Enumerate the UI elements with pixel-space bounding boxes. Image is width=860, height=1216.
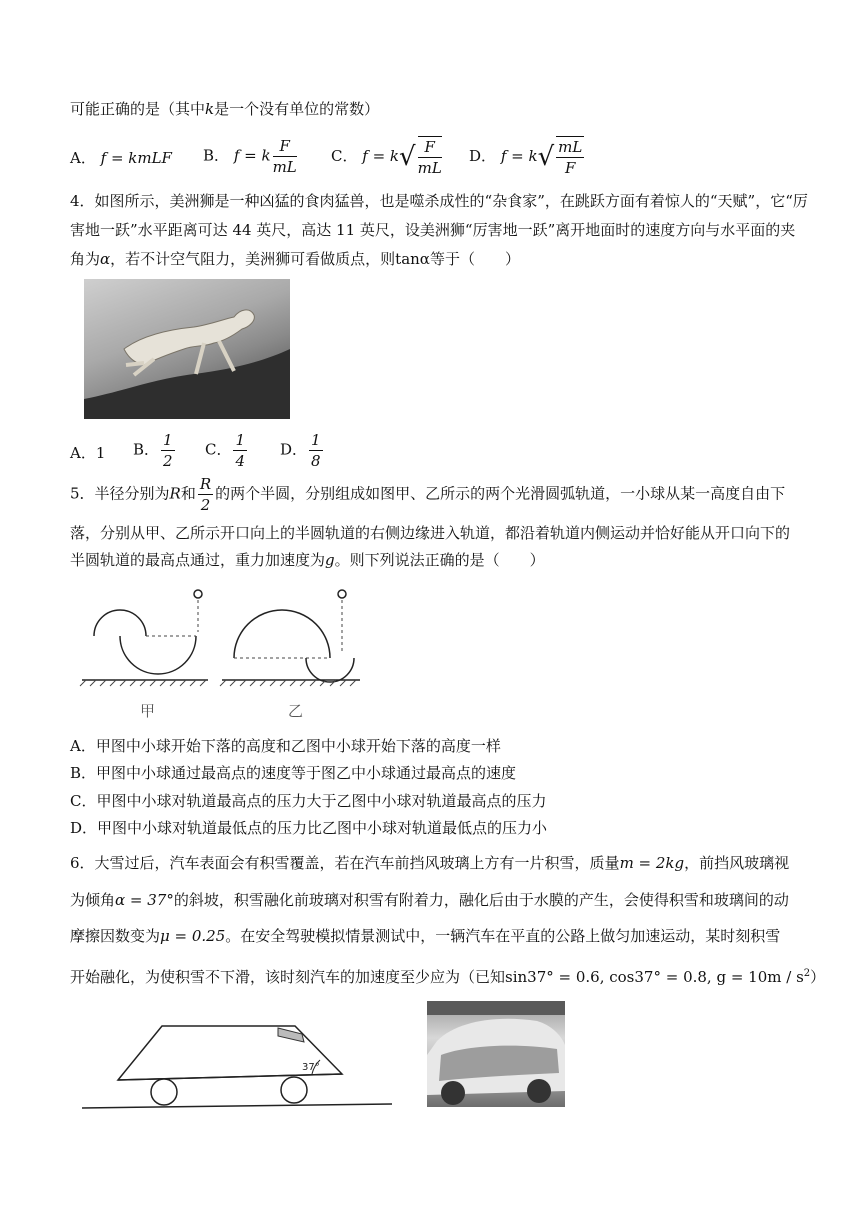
track-diagram	[76, 584, 366, 724]
q6-line-2	[70, 889, 789, 910]
q4-line-3	[70, 248, 520, 269]
q5-half-r-numerator: R	[199, 475, 212, 493]
q4-option-d	[280, 430, 325, 471]
q4-option-c-fraction	[233, 430, 247, 471]
q6-line-3-post: 。在安全驾驶模拟情景测试中，一辆汽车在平直的公路上做匀加速运动，某时刻积雪	[225, 927, 781, 945]
q3-option-c-pre: f = k	[362, 147, 400, 165]
q3-option-c-label: C．	[331, 147, 358, 165]
q4-option-d-label: D．	[280, 440, 308, 459]
q4-line-2: 害地一跃”水平距离可达 44 英尺，高达 11 英尺，设美洲狮“厉害地一跃”离开地面时的速度方向与水平面的夹	[70, 221, 796, 239]
q4-option-b-denominator: 2	[163, 452, 173, 470]
q3-prompt-line	[70, 98, 379, 119]
q6-line-2-pre: 为倾角	[70, 891, 116, 909]
q3-option-d-fraction	[556, 136, 584, 178]
q4-option-b-label: B．	[133, 440, 160, 459]
q6-line-4	[70, 966, 825, 987]
q3-option-a-label: A．	[70, 149, 96, 167]
q6-line-3	[70, 925, 780, 946]
q4-option-a: A．1	[70, 444, 106, 462]
q6-line-2-post: 的斜坡，积雪融化前玻璃对积雪有附着力，融化后由于水膜的产生，会使得积雪和玻璃间的动	[173, 891, 789, 909]
q3-k-symbol: k	[205, 100, 215, 118]
q4-tan-symbol: tanα	[395, 250, 430, 268]
q4-option-d-numerator: 1	[311, 431, 321, 449]
q6-line-1	[70, 852, 789, 873]
q4-option-c-label: C．	[205, 440, 232, 459]
q3-option-b-pre: f = k	[233, 146, 271, 165]
q5-line-1-post: 的两个半圆，分别组成如图甲、乙所示的两个光滑圆弧轨道，一小球从某一高度自由下	[215, 484, 786, 503]
car-angle-label: 37°	[302, 1062, 320, 1073]
q3-option-d-denominator: F	[565, 159, 576, 177]
snowy-car-photo	[427, 1001, 565, 1107]
q5-option-a: A．甲图中小球开始下落的高度和乙图中小球开始下落的高度一样	[70, 737, 501, 755]
snowy-car-photo-graphic	[427, 1001, 565, 1107]
q3-option-c-sqrt-icon: √	[399, 142, 416, 172]
q4-line-3-mid: ，若不计空气阻力，美洲狮可看做质点，则	[110, 250, 396, 268]
q3-option-d-sqrt-icon: √	[537, 142, 555, 172]
q5-option-d: D．甲图中小球对轨道最低点的压力比乙图中小球对轨道最低点的压力小	[70, 819, 548, 837]
q6-mu: μ = 0.25	[160, 927, 226, 945]
q5-line-3-pre: 半圆轨道的最高点通过，重力加速度为	[70, 551, 326, 569]
q6-line-1-post: ，前挡风玻璃视	[684, 854, 790, 872]
q5-line-1	[70, 474, 785, 515]
q3-option-d-pre: f = k	[500, 147, 538, 165]
q3-prompt: 可能正确的是（其中	[70, 100, 206, 118]
q3-option-c-numerator: F	[418, 137, 442, 158]
q3-option-c-fraction	[418, 136, 442, 178]
q3-option-d-numerator: mL	[558, 138, 583, 156]
figure-jia-label: 甲	[140, 702, 156, 720]
q4-option-c-denominator: 4	[235, 452, 246, 470]
q4-option-d-denominator: 8	[311, 452, 321, 470]
q6-line-1-pre: 6．大雪过后，汽车表面会有积雪覆盖，若在汽车前挡风玻璃上方有一片积雪，质量	[70, 854, 620, 872]
q4-option-b-fraction	[161, 430, 175, 471]
q6-given: sin37° = 0.6, cos37° = 0.8, g = 10m / s	[505, 968, 804, 986]
q5-and: 和	[180, 484, 196, 503]
q3-option-a	[70, 147, 172, 168]
q3-option-c-denominator: mL	[417, 159, 442, 177]
car-diagram	[80, 1020, 400, 1115]
q3-option-d	[469, 136, 586, 178]
q5-line-3-post: 。则下列说法正确的是（ ）	[334, 551, 545, 569]
q4-line-3-pre: 角为	[70, 250, 101, 268]
q4-option-d-fraction	[309, 430, 323, 471]
cougar-photo	[84, 279, 290, 419]
q6-line-3-pre: 摩擦因数变为	[70, 927, 161, 945]
q4-line-3-post: 等于（ ）	[429, 250, 520, 268]
q3-option-a-formula: f = kmLF	[100, 149, 172, 167]
q6-line-4-pre: 开始融化，为使积雪不下滑，该时刻汽车的加速度至少应为（已知	[70, 968, 506, 986]
q3-option-b	[203, 136, 299, 177]
q4-option-c	[205, 430, 249, 471]
q4-line-1: 4．如图所示，美洲狮是一种凶猛的食肉猛兽，也是噬杀成性的“杂食家”，在跳跃方面有着惊人的“天赋”，它“厉	[70, 192, 808, 210]
cougar-photo-graphic	[84, 279, 290, 419]
figure-yi-label: 乙	[288, 702, 304, 720]
q5-line-2: 落，分别从甲、乙所示开口向上的半圆轨道的右侧边缘进入轨道，都沿着轨道内侧运动并恰好能从开口向下的	[70, 524, 791, 542]
q3-option-b-fraction	[273, 136, 297, 177]
q6-line-4-post: ）	[810, 968, 826, 986]
q6-mass: m = 2kg	[619, 854, 685, 872]
q5-half-r-denominator: 2	[200, 496, 211, 514]
q3-option-b-numerator: F	[273, 136, 297, 157]
q5-option-b: B．甲图中小球通过最高点的速度等于图乙中小球通过最高点的速度	[70, 764, 517, 782]
q5-g-symbol: g	[325, 551, 335, 569]
q5-line-3	[70, 549, 545, 570]
q3-option-c	[331, 136, 444, 178]
q6-angle: α = 37°	[115, 891, 174, 909]
q3-option-b-denominator: mL	[272, 158, 297, 176]
q5-option-c: C．甲图中小球对轨道最高点的压力大于乙图中小球对轨道最高点的压力	[70, 792, 547, 810]
q3-option-b-label: B．	[203, 146, 230, 165]
q3-prompt-rest: 是一个没有单位的常数）	[214, 100, 380, 118]
q4-alpha-symbol: α	[100, 250, 111, 268]
q5-r-symbol: R	[169, 484, 181, 503]
q5-line-1-pre: 5．半径分别为	[70, 484, 170, 503]
q4-option-b	[133, 430, 177, 471]
q5-half-r-fraction	[198, 474, 213, 515]
q6-given-sup: 2	[803, 968, 811, 979]
q4-option-c-numerator: 1	[235, 431, 246, 449]
q4-option-b-numerator: 1	[163, 431, 173, 449]
q3-option-d-label: D．	[469, 147, 497, 165]
